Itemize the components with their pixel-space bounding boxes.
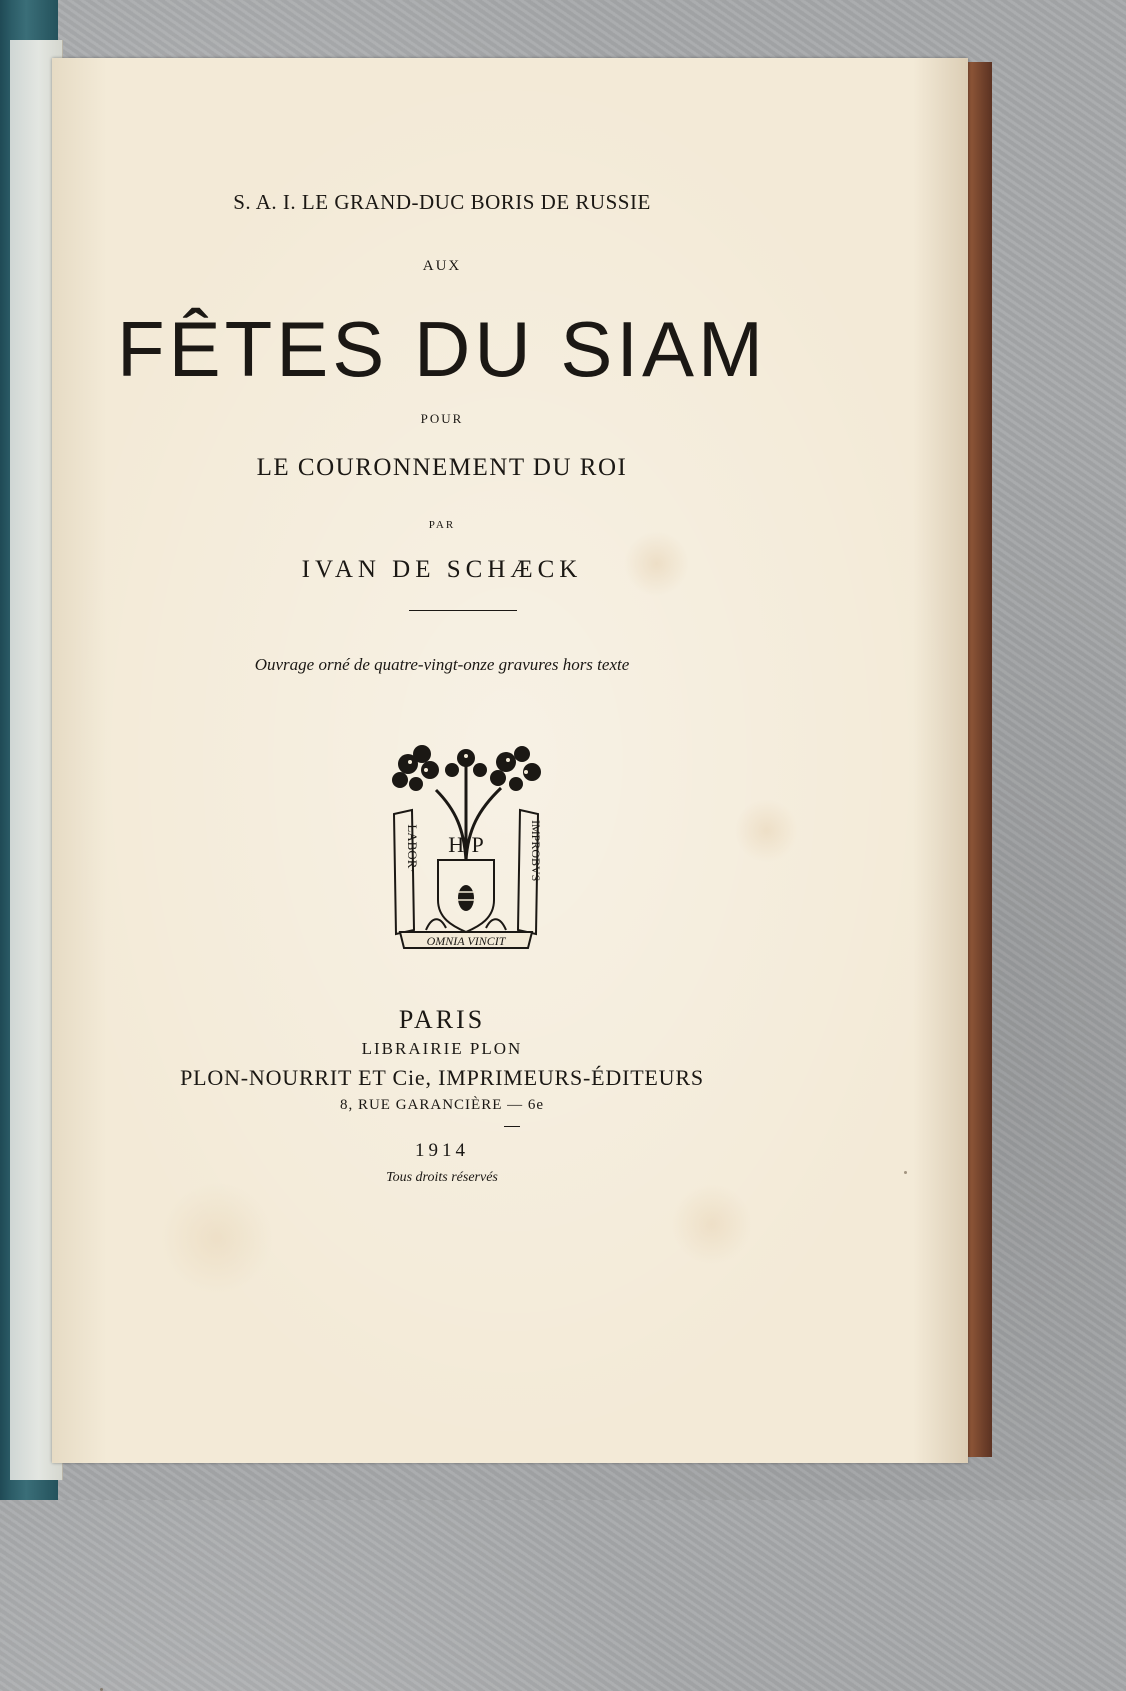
- publication-year: 1914: [415, 1140, 469, 1161]
- year-rule: [504, 1126, 520, 1127]
- publisher-name: LIBRAIRIE PLON: [361, 1039, 523, 1058]
- book-title: FÊTES DU SIAM: [116, 305, 768, 393]
- book-subtitle: LE COURONNEMENT DU ROI: [256, 454, 628, 481]
- rights-notice: Tous droits réservés: [386, 1170, 498, 1185]
- aux-word: AUX: [422, 258, 462, 274]
- motto-bottom: OMNIA VINCIT: [426, 934, 506, 948]
- author-rule: [409, 610, 517, 611]
- publisher-address: 8, RUE GARANCIÈRE — 6e: [339, 1097, 545, 1113]
- printers-device-emblem: [386, 740, 546, 950]
- illustration-note: Ouvrage orné de quatre-vingt-onze gravures hors texte: [254, 655, 630, 674]
- publication-city: PARIS: [398, 1005, 486, 1034]
- title-page: [52, 58, 968, 1463]
- foxing-spot: [904, 1171, 907, 1174]
- dedication-line: S. A. I. LE GRAND-DUC BORIS DE RUSSIE: [233, 190, 651, 214]
- motto-right: IMPROBVS: [529, 820, 543, 882]
- printer-publisher: PLON-NOURRIT ET Cie, IMPRIMEURS-ÉDITEURS: [180, 1065, 704, 1090]
- monogram: H·P: [448, 832, 484, 857]
- pour-word: POUR: [420, 411, 464, 426]
- par-word: PAR: [428, 519, 456, 531]
- motto-left: ·LABOR·: [405, 820, 420, 873]
- author-name: IVAN DE SCHÆCK: [301, 556, 583, 583]
